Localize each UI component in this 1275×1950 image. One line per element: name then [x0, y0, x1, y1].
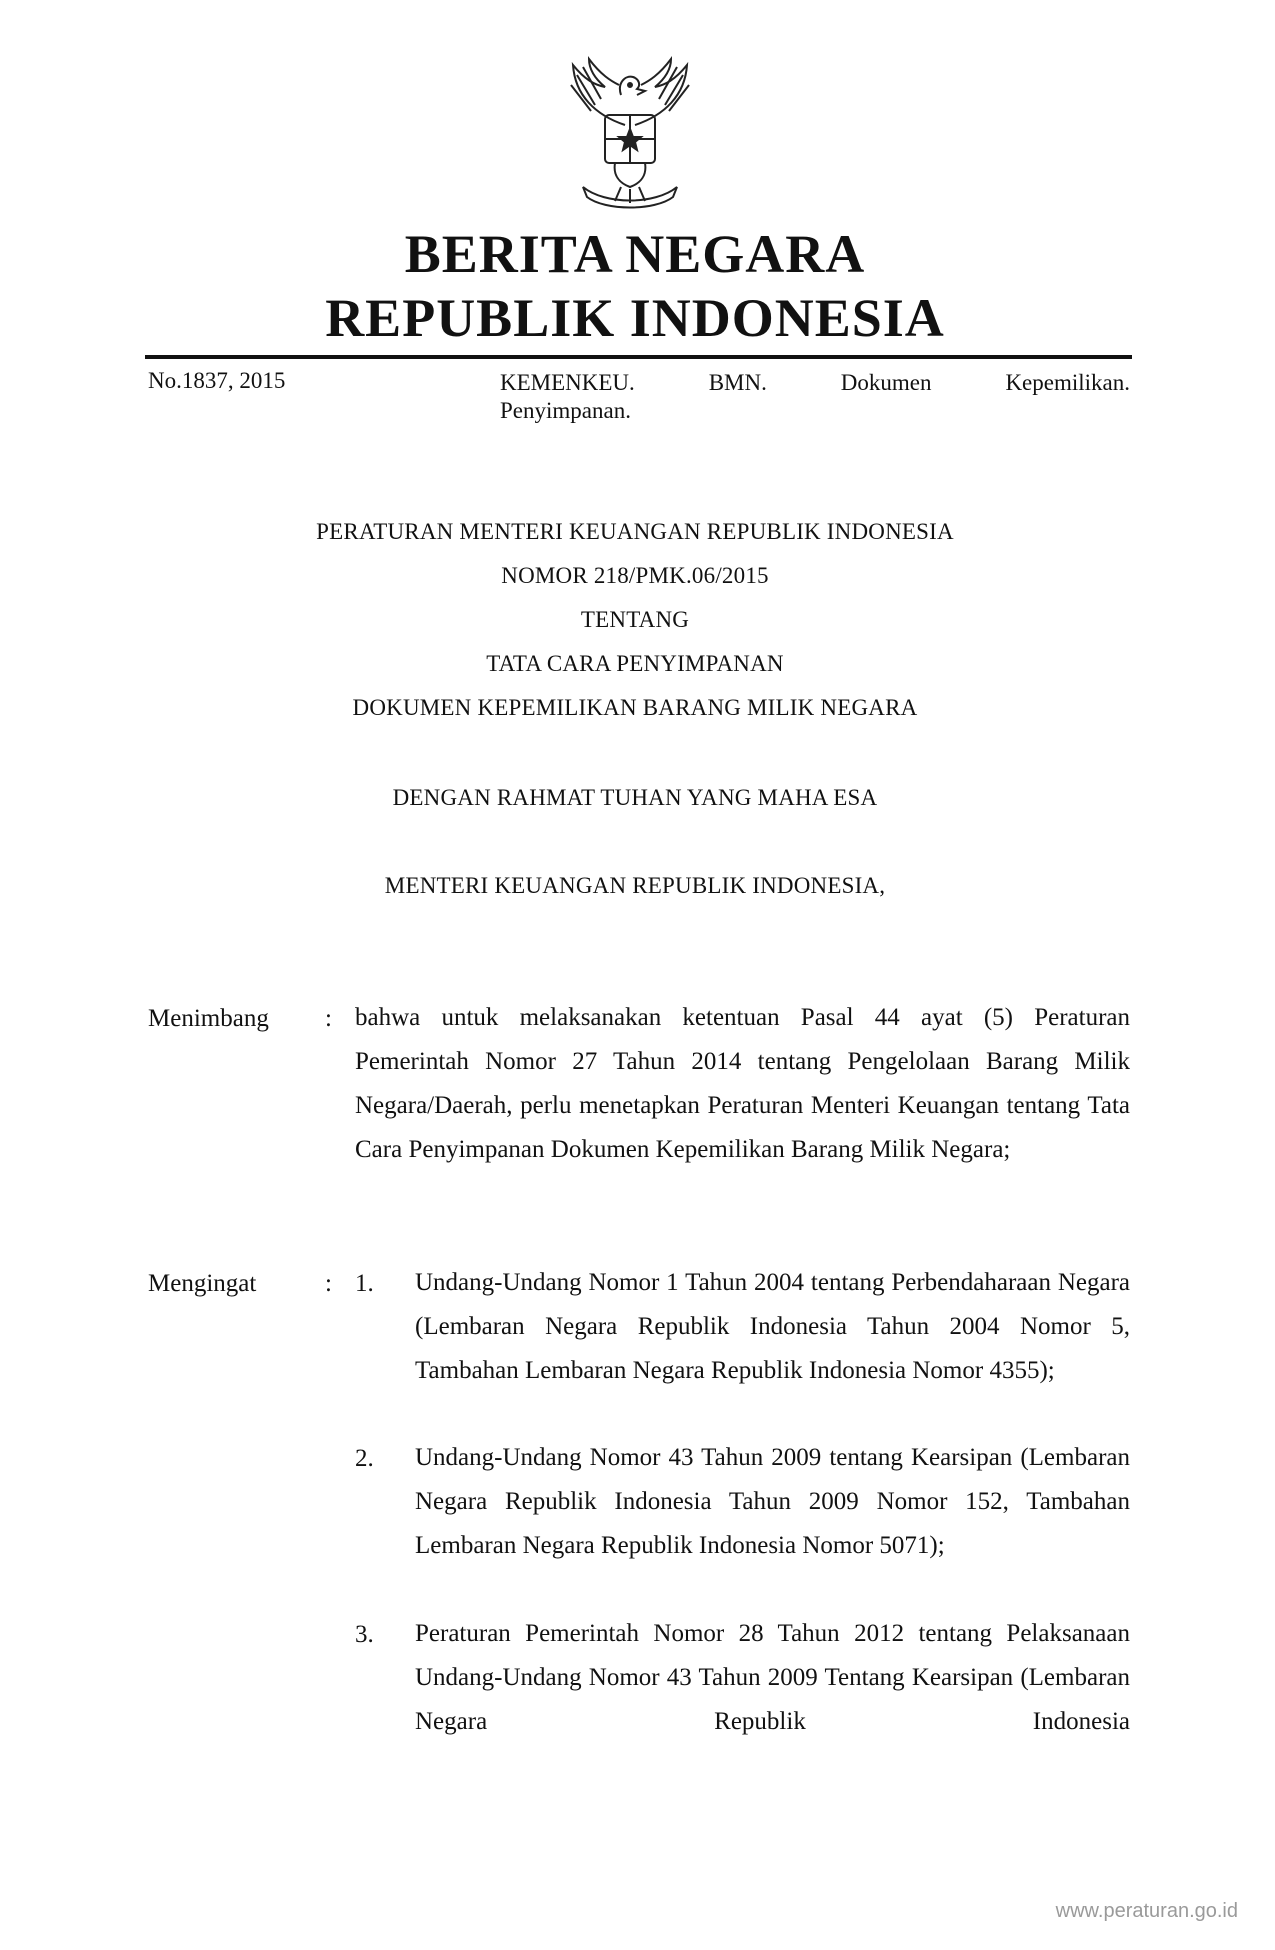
edition-number: No.1837, 2015 [148, 368, 286, 393]
gazette-title-line2: REPUBLIK INDONESIA [325, 288, 945, 348]
mengingat-item-2-number: 2. [355, 1445, 374, 1472]
regulation-title: PERATURAN MENTERI KEUANGAN REPUBLIK INDONESIA [316, 519, 954, 544]
regulation-number: NOMOR 218/PMK.06/2015 [501, 563, 769, 588]
gazette-title-line1: BERITA NEGARA [404, 224, 866, 284]
subject-keywords-cont: Penyimpanan. [500, 398, 631, 423]
garuda-emblem-icon [555, 55, 705, 215]
menimbang-text: bahwa untuk melaksanakan ketentuan Pasal 44 ayat (5) Peraturan Pemerintah Nomor 27 Tahun 2014 tentang Pengelolaan Barang Milik Negara/Daerah, perlu menetapkan Peraturan Menteri Keuangan tentang Tata Cara Penyimpanan Dokumen Kepemilikan Barang Milik Negara; [355, 1004, 1130, 1163]
menimbang-colon: : [325, 1005, 332, 1032]
source-watermark: www.peraturan.go.id [1055, 1900, 1238, 1922]
subject-keywords: KEMENKEU. BMN. Dokumen Kepemilikan. [500, 370, 1130, 395]
blessing-line: DENGAN RAHMAT TUHAN YANG MAHA ESA [392, 785, 878, 810]
title-divider [145, 355, 1132, 359]
mengingat-item-3-text: Peraturan Pemerintah Nomor 28 Tahun 2012 tentang Pelaksanaan Undang-Undang Nomor 43 Tahun 2009 Tentang Kearsipan (Lembaran Negara Republik Indonesia [415, 1620, 1130, 1735]
regulation-about: TENTANG [580, 607, 690, 632]
mengingat-item-3-number: 3. [355, 1621, 374, 1648]
regulation-subject-line2: DOKUMEN KEPEMILIKAN BARANG MILIK NEGARA [352, 695, 918, 720]
mengingat-colon: : [325, 1270, 332, 1297]
mengingat-label: Mengingat [148, 1270, 257, 1297]
mengingat-item-2-text: Undang-Undang Nomor 43 Tahun 2009 tentang Kearsipan (Lembaran Negara Republik Indonesia Tahun 2009 Nomor 152, Tambahan Lembaran Negara Republik Indonesia Nomor 5071); [415, 1444, 1130, 1559]
mengingat-item-1-number: 1. [355, 1270, 374, 1297]
menimbang-label: Menimbang [148, 1005, 269, 1032]
gazette-title [140, 222, 1130, 350]
mengingat-item-1-text: Undang-Undang Nomor 1 Tahun 2004 tentang Perbendaharaan Negara (Lembaran Negara Republik Indonesia Tahun 2004 Nomor 5, Tambahan Lembaran Negara Republik Indonesia Nomor 4355); [415, 1269, 1130, 1384]
regulation-subject-line1: TATA CARA PENYIMPANAN [486, 651, 784, 676]
issuer-line: MENTERI KEUANGAN REPUBLIK INDONESIA, [384, 873, 886, 898]
